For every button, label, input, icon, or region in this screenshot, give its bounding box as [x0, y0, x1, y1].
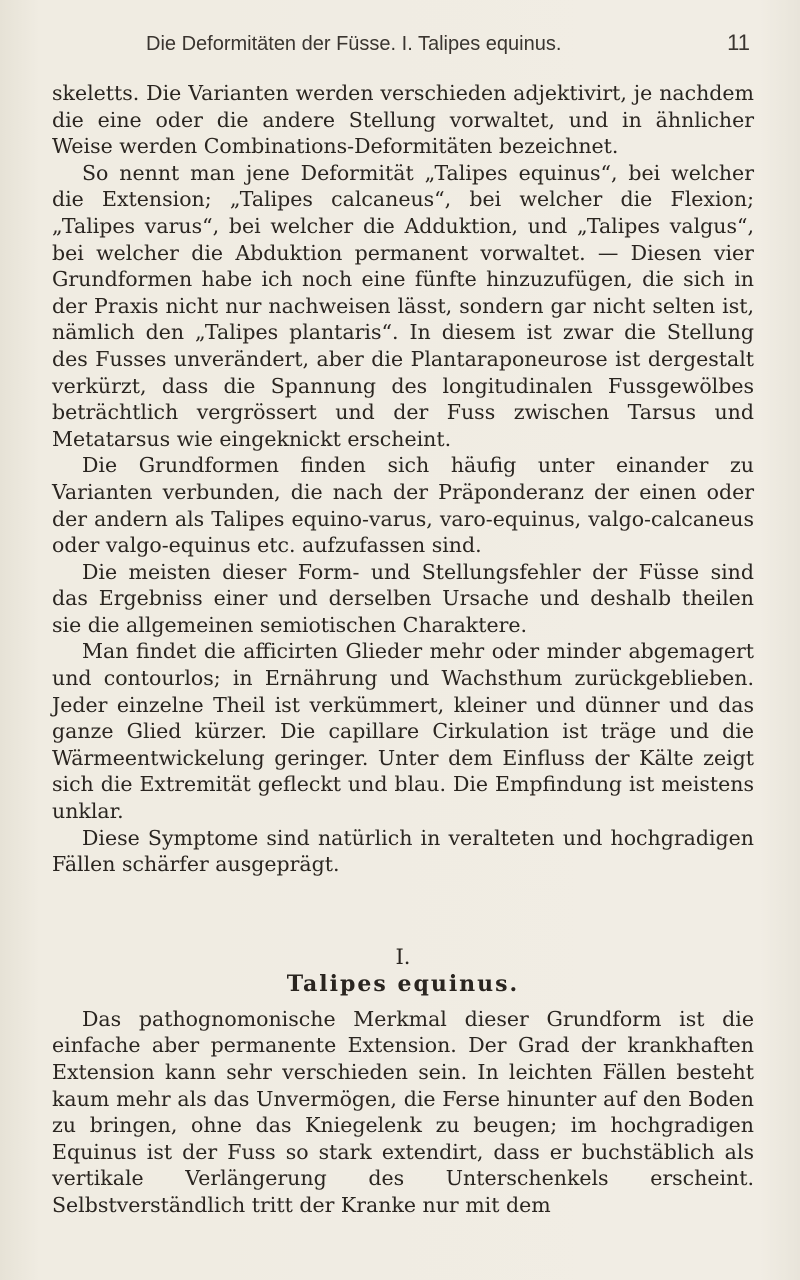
paragraph-5: Man findet die afficirten Glieder mehr oder minder abgemagert und contourlos; in Ernährung und Wachsthum zurückgeblieben. Jeder einzelne Theil ist verkümmert, kleiner und dünner und das ganze Glied kürzer. Die capillare Cirkulation ist träge und die Wärmeentwickelung geringer. Unter dem Einfluss der Kälte zeigt sich die Extremität gefleckt und blau. Die Empfindung ist meistens unklar.	[52, 639, 754, 824]
paragraph-6: Diese Symptome sind natürlich in veralteten und hochgradigen Fällen schärfer ausgeprägt.	[52, 825, 754, 877]
paragraph-4: Die meisten dieser Form- und Stellungsfehler der Füsse sind das Ergebniss einer und derselben Ursache und deshalb theilen sie die allgemeinen semiotischen Charaktere.	[52, 559, 754, 637]
section-number: I.	[395, 944, 411, 969]
paragraph-2: So nennt man jene Deformität „Talipes equinus“, bei welcher die Extension; „Talipes calcaneus“, bei welcher die Flexion; „Talipes varus“, bei welcher die Adduktion, und „Talipes valgus“, bei welcher die Abduktion permanent vorwaltet. — Diesen vier Grundformen habe ich noch eine fünfte hinzuzufügen, die sich in der Praxis nicht nur nachweisen lässt, sondern gar nicht selten ist, nämlich den „Talipes plantaris“. In diesem ist zwar die Stellung des Fusses unverändert, aber die Plantaraponeurose ist dergestalt verkürzt, dass die Spannung des longitudinalen Fussgewölbes beträchtlich vergrössert und der Fuss zwischen Tarsus und Metatarsus wie eingeknickt erscheint.	[52, 160, 754, 451]
running-title: Die Deformitäten der Füsse. I. Talipes equinus.	[146, 33, 562, 55]
section-title: Talipes equinus.	[286, 970, 520, 997]
section-paragraph: Das pathognomonische Merkmal dieser Grundform ist die einfache aber permanente Extension. Der Grad der krankhaften Extension kann sehr verschieden sein. In leichten Fällen besteht kaum mehr als das Unvermögen, die Ferse hinunter auf den Boden zu bringen, ohne das Kniegelenk zu beugen; im hochgradigen Equinus ist der Fuss so stark extendirt, dass er buchstäblich als vertikale Verlängerung des Unterschenkels erscheint. Selbstverständlich tritt der Kranke nur mit dem	[52, 1006, 754, 1217]
running-head	[52, 30, 754, 56]
paragraph-1: skeletts. Die Varianten werden verschieden adjektivirt, je nachdem die eine oder die andere Stellung vorwaltet, und in ähnlicher Weise werden Combinations-Deformitäten bezeichnet.	[52, 81, 754, 159]
paragraph-3: Die Grundformen finden sich häufig unter einander zu Varianten verbunden, die nach der Präponderanz der einen oder der andern als Talipes equino-varus, varo-equinus, valgo-calcaneus oder valgo-equinus etc. aufzufassen sind.	[52, 453, 754, 558]
page-number: 11	[727, 30, 750, 55]
